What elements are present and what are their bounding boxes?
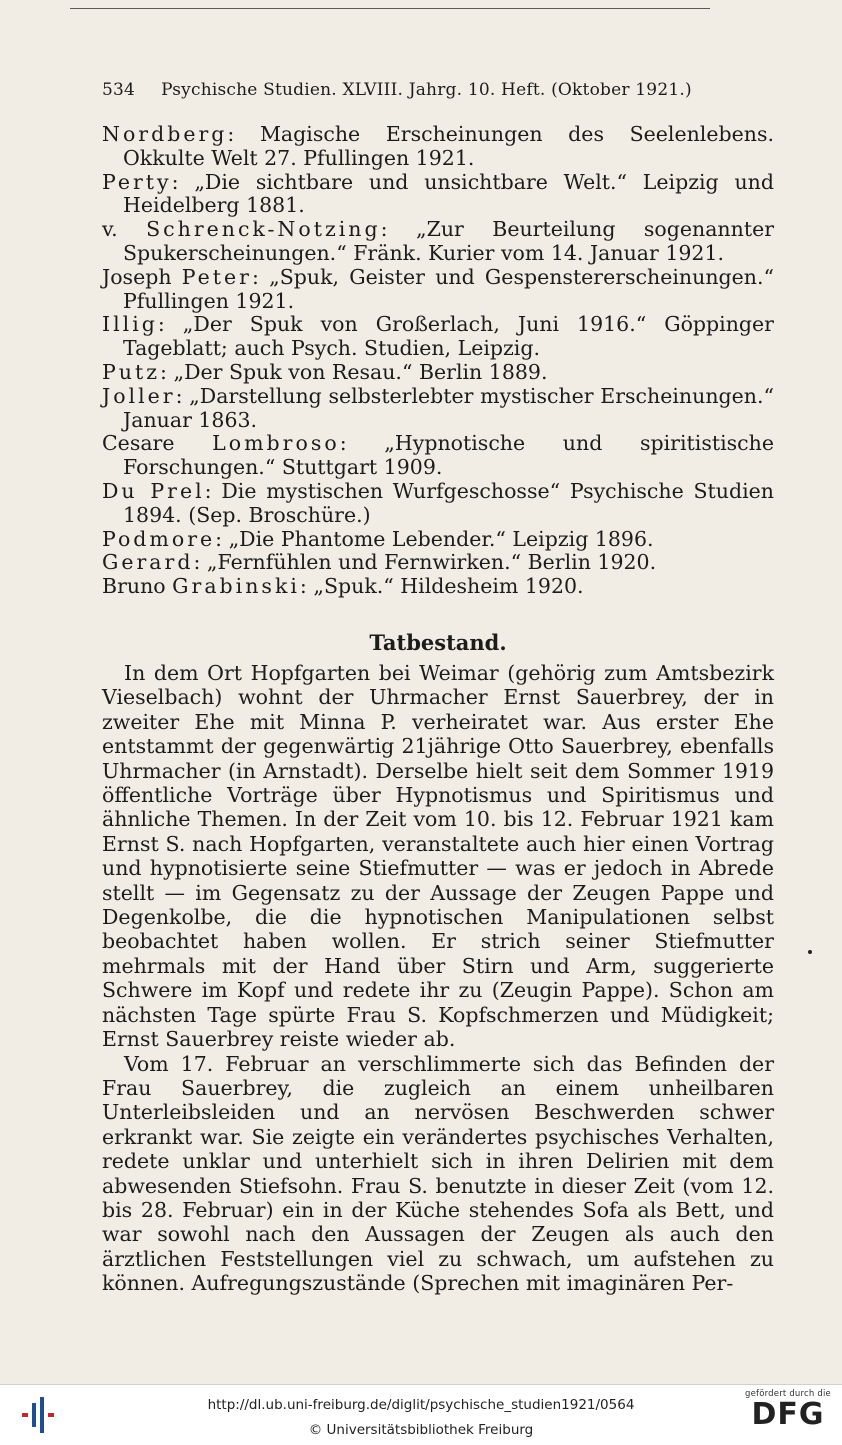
paragraph-2: Vom 17. Februar an verschlimmerte sich das Befinden der Frau Sauerbrey, die zugleich an einem unheilbaren Unterleibsleiden und an nervösen Beschwerden schwer erkrankt war. Sie zeigte ein verändertes psychisches Verhalten, redete unklar und unterhielt sich in ihren Delirien mit dem abwesenden Stiefsohn. Frau S. benutzte in dieser Zeit (vom 12. bis 28. Februar) ein in der Küche stehendes Sofa als Bett, und war sowohl nach den Aussagen der Zeugen als auch den ärztlichen Feststellungen viel zu schwach, um aufstehen zu können. Aufregungszustände (Sprechen mit imaginären Per- (102, 1051, 774, 1296)
author-name: Peter (181, 264, 252, 289)
author-name: Gerard (102, 550, 194, 575)
entry-text: : „Fernfühlen und Fernwirken.“ Berlin 1920. (193, 550, 657, 575)
entry-text: : „Die sichtbare und unsichtbare Welt.“ Leipzig und Heidelberg 1881. (123, 169, 774, 218)
author-name: Schrenck-Notzing (146, 217, 381, 242)
bibliography-entry (102, 361, 774, 385)
author-name: Grabinski (172, 574, 300, 599)
margin-speck (808, 950, 812, 954)
dfg-logo (740, 1389, 836, 1441)
bibliography-entry (102, 385, 774, 433)
copyright-notice: © Universitätsbibliothek Freiburg (308, 1422, 534, 1438)
bibliography-entry (102, 480, 774, 528)
entry-text: : „Hypnotische und spiritistische Forschungen.“ Stuttgart 1909. (123, 431, 774, 480)
author-name: Putz (102, 359, 161, 384)
bibliography-entry (102, 218, 774, 266)
bibliography-entry (102, 313, 774, 361)
author-prefix: Bruno (102, 574, 173, 599)
entry-text: : „Spuk.“ Hildesheim 1920. (299, 574, 584, 599)
page-number: 534 (102, 80, 136, 100)
author-name: Podmore (102, 526, 216, 551)
running-header (102, 80, 774, 100)
author-name: Du Prel (102, 478, 205, 503)
author-name: Nordberg (102, 122, 228, 146)
bibliography-entry (102, 171, 774, 219)
entry-text: : Die mystischen Wurfgeschosse“ Psychische Studien 1894. (Sep. Broschüre.) (123, 478, 774, 527)
author-prefix: Joseph (102, 264, 182, 289)
source-url[interactable]: http://dl.ub.uni-freiburg.de/diglit/psychische_studien1921/0564 (207, 1397, 635, 1413)
entry-text: : „Spuk, Geister und Gespenstererscheinungen.“ Pfullingen 1921. (123, 264, 774, 313)
author-name: Perty (102, 169, 172, 194)
section-heading: Tatbestand. (369, 630, 507, 655)
entry-text: : „Darstellung selbsterlebter mystischer Erscheinungen.“ Januar 1863. (123, 383, 774, 432)
running-title: Psychische Studien. XLVIII. Jahrg. 10. Heft. (Oktober 1921.) (161, 80, 692, 100)
bibliography-entry (102, 551, 774, 575)
bibliography-list (102, 123, 774, 599)
author-name: Lombroso (212, 431, 340, 456)
bibliography-entry (102, 266, 774, 314)
bibliography-entry (102, 123, 774, 171)
paragraph-1: In dem Ort Hopfgarten bei Weimar (gehörig zum Amtsbezirk Vieselbach) wohnt der Uhrmacher Ernst Sauerbrey, der in zweiter Ehe mit Minna P. verheiratet war. Aus erster Ehe entstammt der gegenwärtig 21jährige Otto Sauerbrey, ebenfalls Uhrmacher (in Arnstadt). Derselbe hielt seit dem Sommer 1919 öffentliche Vorträge über Hypnotismus und Spiritismus und ähnliche Themen. In der Zeit vom 10. bis 12. Februar 1921 kam Ernst S. nach Hopfgarten, veranstaltete auch hier einen Vortrag und hypnotisierte seine Stiefmutter — was er jedoch in Abrede stellt — im Gegensatz zu der Aussage der Zeugen Pappe und Degenkolbe, die die hypnotischen Manipulationen selbst beobachtet haben wollen. Er strich seiner Stiefmutter mehrmals mit der Hand über Stirn und Arm, suggerierte Schwere im Kopf und redete ihr zu (Zeugin Pappe). Schon am nächsten Tage spürte Frau S. Kopfschmerzen und Müdigkeit; Ernst Sauerbrey reiste wieder ab. (102, 661, 774, 1052)
author-name: Illig (102, 312, 158, 337)
body-text (102, 661, 774, 1296)
author-prefix: Cesare (102, 431, 213, 456)
bibliography-entry (102, 528, 774, 552)
dfg-wordmark: DFG (751, 1397, 825, 1432)
author-prefix: v. (102, 217, 147, 242)
entry-text: : „Der Spuk von Großerlach, Juni 1916.“ Göppinger Tageblatt; auch Psych. Studien, Leipzig. (123, 312, 774, 361)
scan-top-line (70, 8, 710, 9)
bibliography-entry (102, 432, 774, 480)
bibliography-entry (102, 575, 774, 599)
entry-text: : Magische Erscheinungen des Seelenlebens. Okkulte Welt 27. Pfullingen 1921. (123, 122, 774, 170)
entry-text: : „Zur Beurteilung sogenannter Spukerscheinungen.“ Fränk. Kurier vom 14. Januar 1921. (123, 217, 774, 265)
viewer-footer (0, 1384, 842, 1445)
author-name: Joller (102, 383, 176, 408)
dfg-caption: gefördert durch die (745, 1389, 831, 1399)
entry-text: : „Der Spuk von Resau.“ Berlin 1889. (160, 359, 548, 384)
entry-text: : „Die Phantome Lebender.“ Leipzig 1896. (215, 526, 654, 551)
